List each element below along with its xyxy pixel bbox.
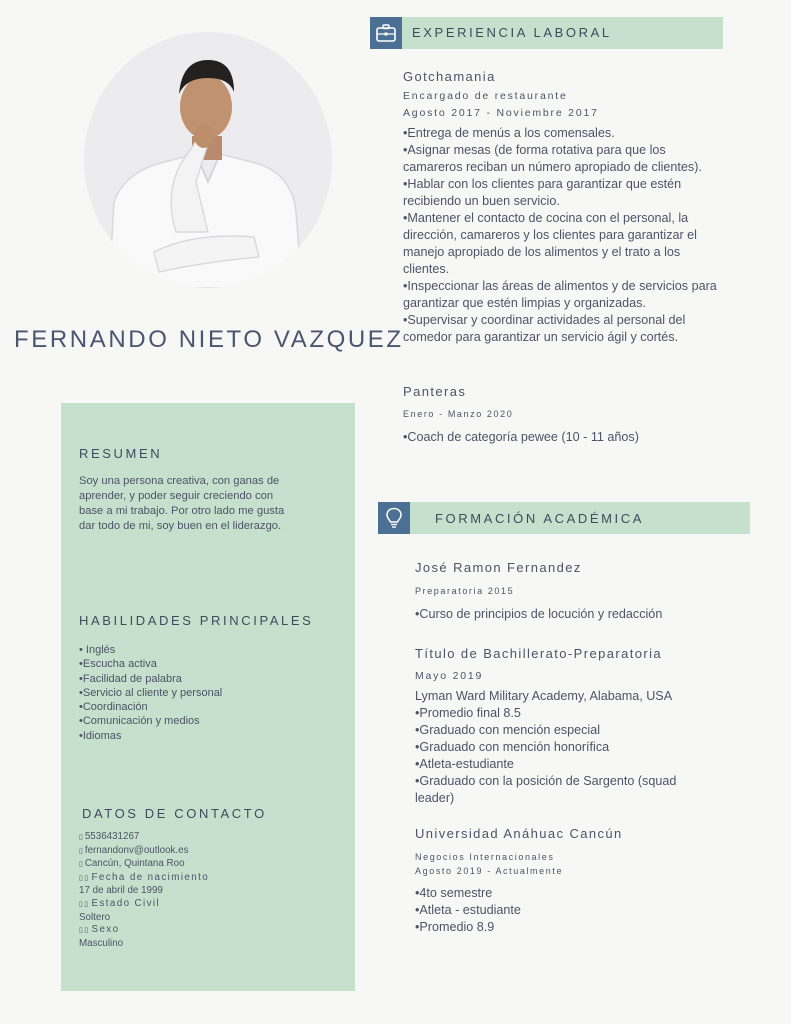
school-bullet: •Graduado con la posición de Sargento (squad leader) (415, 774, 677, 805)
job-company: Panteras (403, 384, 467, 399)
phone-value: 5536431267 (84, 831, 140, 842)
email-value[interactable]: fernandonv@outlook.es (84, 844, 189, 856)
skill-item: •Idiomas (79, 729, 122, 742)
phone-icon: ▯ (79, 834, 83, 841)
school-bullet: •Promedio 8.9 (415, 920, 495, 934)
email-row[interactable] (79, 845, 209, 859)
sex-label-row (79, 924, 209, 938)
calendar-icon: ▯▯ (79, 874, 90, 882)
school-dates: Agosto 2019 - Actualmente (415, 866, 564, 876)
job-bullets (403, 125, 719, 346)
skill-item: •Servicio al cliente y personal (79, 686, 223, 699)
summary-heading: RESUMEN (79, 446, 163, 461)
rings-icon: ▯▯ (79, 900, 90, 908)
location-icon: ▯ (79, 861, 83, 869)
school-name: José Ramon Fernandez (415, 560, 582, 575)
civil-label-row (79, 898, 209, 912)
skill-item: • Inglés (79, 644, 116, 656)
location-value: Cancún, Quintana Roo (84, 858, 185, 870)
school-bullets (415, 688, 711, 807)
skills-list (79, 643, 222, 743)
skill-item: •Facilidad de palabra (79, 672, 182, 685)
school-name: Universidad Anáhuac Cancún (415, 826, 623, 841)
school-bullet: •Atleta-estudiante (415, 757, 514, 771)
job-bullet: •Inspeccionar las áreas de alimentos y de servicios para garantizar que estén limpias y organizadas. (403, 279, 717, 310)
job-bullet: •Hablar con los clientes para garantizar que estén recibiendo un buen servicio. (403, 177, 682, 208)
school-bullet: •4to semestre (415, 886, 493, 900)
civil-label: Estado Civil (91, 897, 161, 909)
skill-item: •Comunicación y medios (79, 715, 200, 728)
job-bullet: •Mantener el contacto de cocina con el personal, la dirección, camareros y los clientes para garantizar el manejo apropiado de los alimentos y el trato a los clientes. (403, 211, 697, 276)
skill-item: •Escucha activa (79, 658, 157, 671)
job-bullet: •Entrega de menús a los comensales. (403, 126, 615, 140)
job-bullet: •Coach de categoría pewee (10 - 11 años) (403, 430, 639, 444)
school-sub: Mayo 2019 (415, 670, 484, 682)
school-bullet: •Graduado con mención honorífica (415, 740, 610, 754)
school-sub: Negocios Internacionales (415, 852, 555, 862)
job-role: Encargado de restaurante (403, 90, 568, 102)
school-bullet: •Curso de principios de locución y redacción (415, 607, 663, 621)
profile-photo (84, 32, 332, 288)
school-bullet: •Promedio final 8.5 (415, 706, 521, 720)
school-bullets (415, 885, 711, 936)
birth-value: 17 de abril de 1999 (79, 885, 163, 897)
birth-label: Fecha de nacimiento (91, 871, 210, 883)
sex-value: Masculino (79, 937, 124, 949)
school-bullet: •Graduado con mención especial (415, 723, 601, 737)
job-company: Gotchamania (403, 69, 496, 84)
sidebar (61, 403, 355, 991)
mail-icon: ▯ (79, 847, 83, 855)
contact-heading: DATOS DE CONTACTO (82, 806, 267, 821)
school-name: Título de Bachillerato-Preparatoria (415, 646, 662, 661)
phone-row (79, 831, 209, 845)
contact-block (79, 831, 209, 950)
school-bullets (415, 606, 725, 623)
job-bullets (403, 429, 719, 446)
school-sub: Preparatoria 2015 (415, 586, 515, 596)
skill-item: •Coordinación (79, 701, 148, 714)
lightbulb-icon (378, 502, 410, 534)
summary-text: Soy una persona creativa, con ganas de aprender, y poder seguir creciendo con base a mi trabajo. Por otro lado me gusta dar todo de mi, soy buen en el liderazgo. (79, 475, 285, 532)
civil-value: Soltero (79, 911, 111, 923)
job-dates: Enero - Manzo 2020 (403, 409, 514, 419)
birth-label-row (79, 872, 209, 886)
job-bullet: •Supervisar y coordinar actividades al personal del comedor para garantizar un servicio ágil y cortés. (403, 313, 686, 344)
sex-label: Sexo (91, 924, 120, 936)
job-bullet: •Asignar mesas (de forma rotativa para que los camareros reciban un número apropiado de clientes). (403, 143, 702, 174)
job-dates: Agosto 2017 - Noviembre 2017 (403, 107, 599, 119)
skills-heading: HABILIDADES PRINCIPALES (79, 613, 314, 628)
gender-icon: ▯▯ (79, 927, 90, 935)
briefcase-icon (370, 17, 402, 49)
person-figure (84, 32, 332, 288)
education-title: FORMACIÓN ACADÉMICA (435, 511, 645, 526)
school-bullet: •Atleta - estudiante (415, 903, 521, 917)
school-bullet: Lyman Ward Military Academy, Alabama, USA (415, 689, 673, 703)
candidate-name: FERNANDO NIETO VAZQUEZ (14, 326, 404, 353)
experience-title: EXPERIENCIA LABORAL (412, 25, 612, 40)
location-row (79, 858, 209, 872)
